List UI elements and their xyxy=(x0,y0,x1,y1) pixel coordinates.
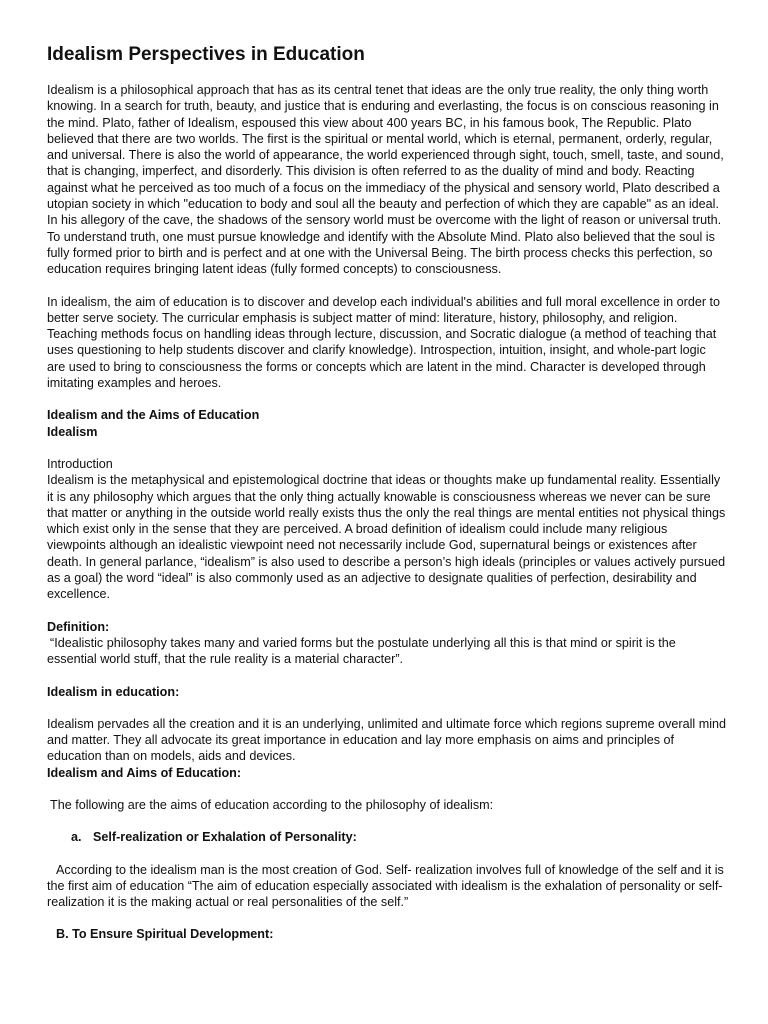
self-realization-text: According to the idealism man is the most creation of God. Self- realization involves full of knowledge of the self and it is the first aim of education “The aim of education especially associated with idealism is the exhalation of personality or self-realization it is the making actual or real personalities of the self.” xyxy=(47,862,724,910)
list-marker-a: a. xyxy=(71,830,82,845)
paragraph-intro: Idealism is a philosophical approach that has as its central tenet that ideas are the only true reality, the only thing worth knowing. In a search for truth, beauty, and justice that is enduring and everlasting, the focus is on conscious reasoning in the mind. Plato, father of Idealism, espoused this view about 400 years BC, in his famous book, The Republic. Plato believed that there are two worlds. The first is the spiritual or mental world, which is eternal, permanent, orderly, regular, and universal. There is also the world of appearance, the world experienced through sight, touch, smell, taste, and sound, that is changing, imperfect, and disorderly. This division is often referred to as the duality of mind and body. Reacting against what he perceived as too much of a focus on the immediacy of the physical and sensory world, Plato described a utopian society in which "education to body and soul all the beauty and perfection of which they are capable" as an ideal. In his allegory of the cave, the shadows of the sensory world must be overcome with the light of reason or universal truth. To understand truth, one must pursue knowledge and identify with the Absolute Mind. Plato also believed that the soul is fully formed prior to birth and is perfect and at one with the Universal Being. The birth process checks this perfection, so education requires bringing latent ideas (fully formed concepts) to consciousness. xyxy=(47,83,724,277)
document-title: Idealism Perspectives in Education xyxy=(47,44,365,65)
definition-heading: Definition: xyxy=(47,619,110,634)
idealism-in-education-text: Idealism pervades all the creation and it is an underlying, unlimited and ultimate force which regions supreme overall mind and matter. They all advocate its great importance in education and lay more emphasis on aims and principles of education than on models, aids and devices. xyxy=(47,716,727,764)
heading-idealism: Idealism xyxy=(47,424,98,439)
introduction-label: Introduction xyxy=(47,456,113,471)
idealism-in-education-heading: Idealism in education: xyxy=(47,684,180,699)
heading-idealism-aims: Idealism and the Aims of Education xyxy=(47,408,260,423)
paragraph-aims: In idealism, the aim of education is to discover and develop each individual's abilities and full moral excellence in order to better serve society. The curricular emphasis is subject matter of mind: literature, history, philosophy, and religion. Teaching methods focus on handling ideas through lecture, discussion, and Socratic dialogue (a method of teaching that uses questioning to help students discover and clarify knowledge). Introspection, intuition, insight, and whole-part logic are used to bring to consciousness the forms or concepts which are latent in the mind. Character is developed through imitating examples and heroes. xyxy=(47,294,721,391)
introduction-text: Idealism is the metaphysical and epistemological doctrine that ideas or thoughts make up fundamental reality. Essentially it is any philosophy which argues that the only thing actually knowable is consciousness whereas we never can be sure that matter or anything in the outside world really exists thus the only the real things are mental entities not physical things which exist only in the sense that they are perceived. A broad definition of idealism could include many religious viewpoints although an idealistic viewpoint need not necessarily include God, supernatural beings or existences after death. In general parlance, “idealism” is also used to describe a person’s high ideals (principles or values actively pursued as a goal) the word “ideal” is also commonly used as an adjective to designate qualities of perfection, desirability and excellence. xyxy=(47,473,726,602)
aims-intro-text: The following are the aims of education according to the philosophy of idealism: xyxy=(50,797,494,812)
list-item-a xyxy=(71,829,727,845)
document-page xyxy=(47,42,727,943)
list-item-b: B. To Ensure Spiritual Development: xyxy=(56,927,274,942)
definition-text: “Idealistic philosophy takes many and varied forms but the postulate underlying all this is that mind or spirit is the essential world stuff, that the rule reality is a material character”. xyxy=(47,635,676,667)
list-item-a-label: Self-realization or Exhalation of Personality: xyxy=(93,830,357,845)
aims-of-education-heading: Idealism and Aims of Education: xyxy=(47,765,242,780)
